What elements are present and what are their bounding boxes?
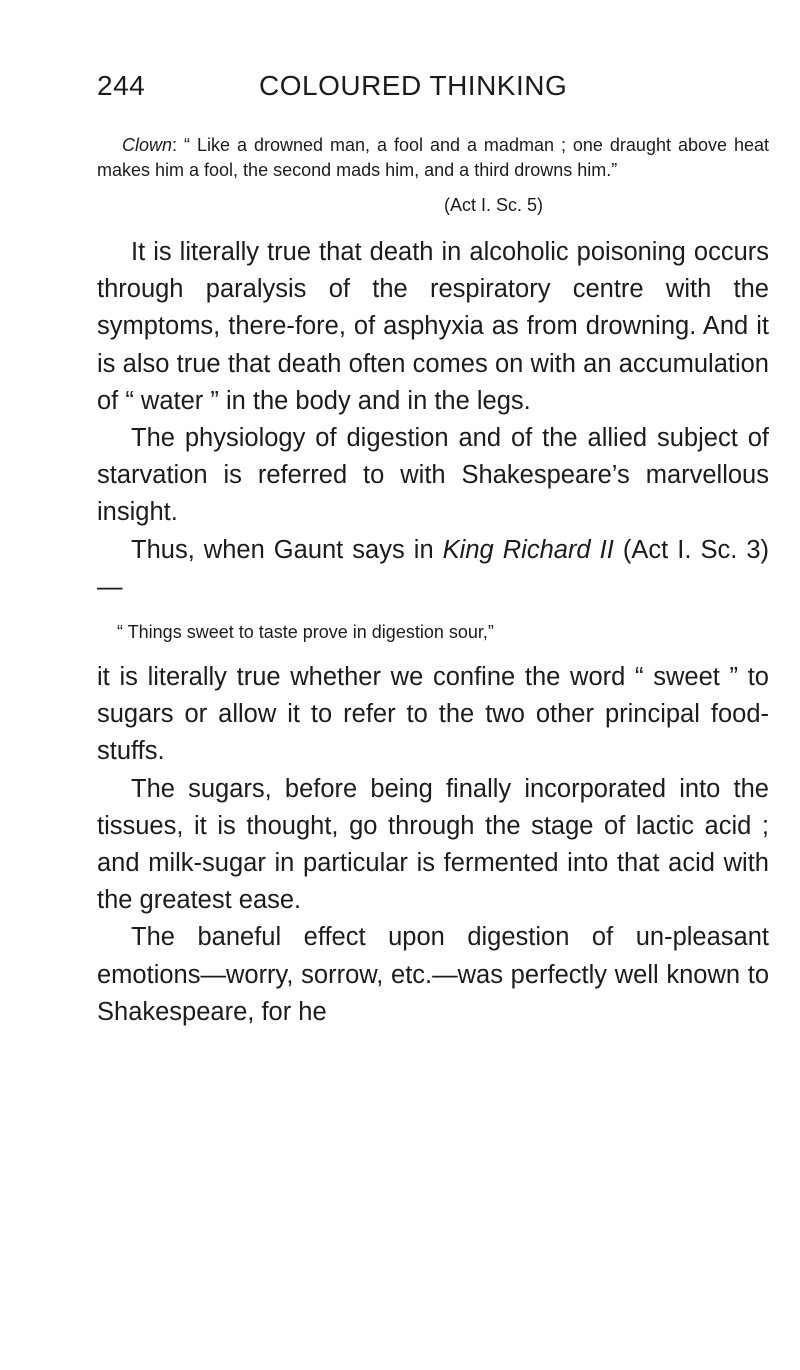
quote-speaker: Clown [122,135,173,155]
body-text [97,234,769,606]
paragraph-sweet: it is literally true whether we confine the word “ sweet ” to sugars or allow it to refer to the two other principal food-stuffs. [97,663,769,766]
running-title: COLOURED THINKING [259,70,568,101]
quote-text: : “ Like a drowned man, a fool and a madman ; one draught above heat makes him a fool, the second mads him, and a third drowns him.” [97,135,769,180]
gaunt-text-before: Thus, when Gaunt says in [131,535,434,564]
paragraph-emotions: The baneful effect upon digestion of un-pleasant emotions—worry, sorrow, etc.—was perfectly well known to Shakespeare, for he [97,923,769,1026]
play-title: King Richard II [442,535,614,564]
body-text-continued [97,659,769,1031]
book-page [97,64,769,1031]
page-number: 244 [97,70,146,101]
paragraph-alcohol: It is literally true that death in alcoholic poisoning occurs through paralysis of the respiratory centre with the symptoms, there-fore, of asphyxia as from drowning. And it is also true that death often comes on with an accumulation of “ water ” in the body and in the legs. [97,238,769,415]
paragraph-digestion: The physiology of digestion and of the allied subject of starvation is referred to with Shakespeare’s marvellous insight. [97,424,769,527]
paragraph-gaunt [97,532,769,606]
paragraph-sugars: The sugars, before being finally incorporated into the tissues, it is thought, go through the stage of lactic acid ; and milk-sugar in particular is fermented into that acid with the greatest ease. [97,774,769,915]
gaunt-text-after: (Act I. Sc. 3)— [97,535,770,601]
verse-quote: “ Things sweet to taste prove in digestion sour,” [117,622,494,643]
running-head [97,64,769,112]
quotation [97,133,769,183]
quote-citation: (Act I. Sc. 5) [444,195,544,215]
